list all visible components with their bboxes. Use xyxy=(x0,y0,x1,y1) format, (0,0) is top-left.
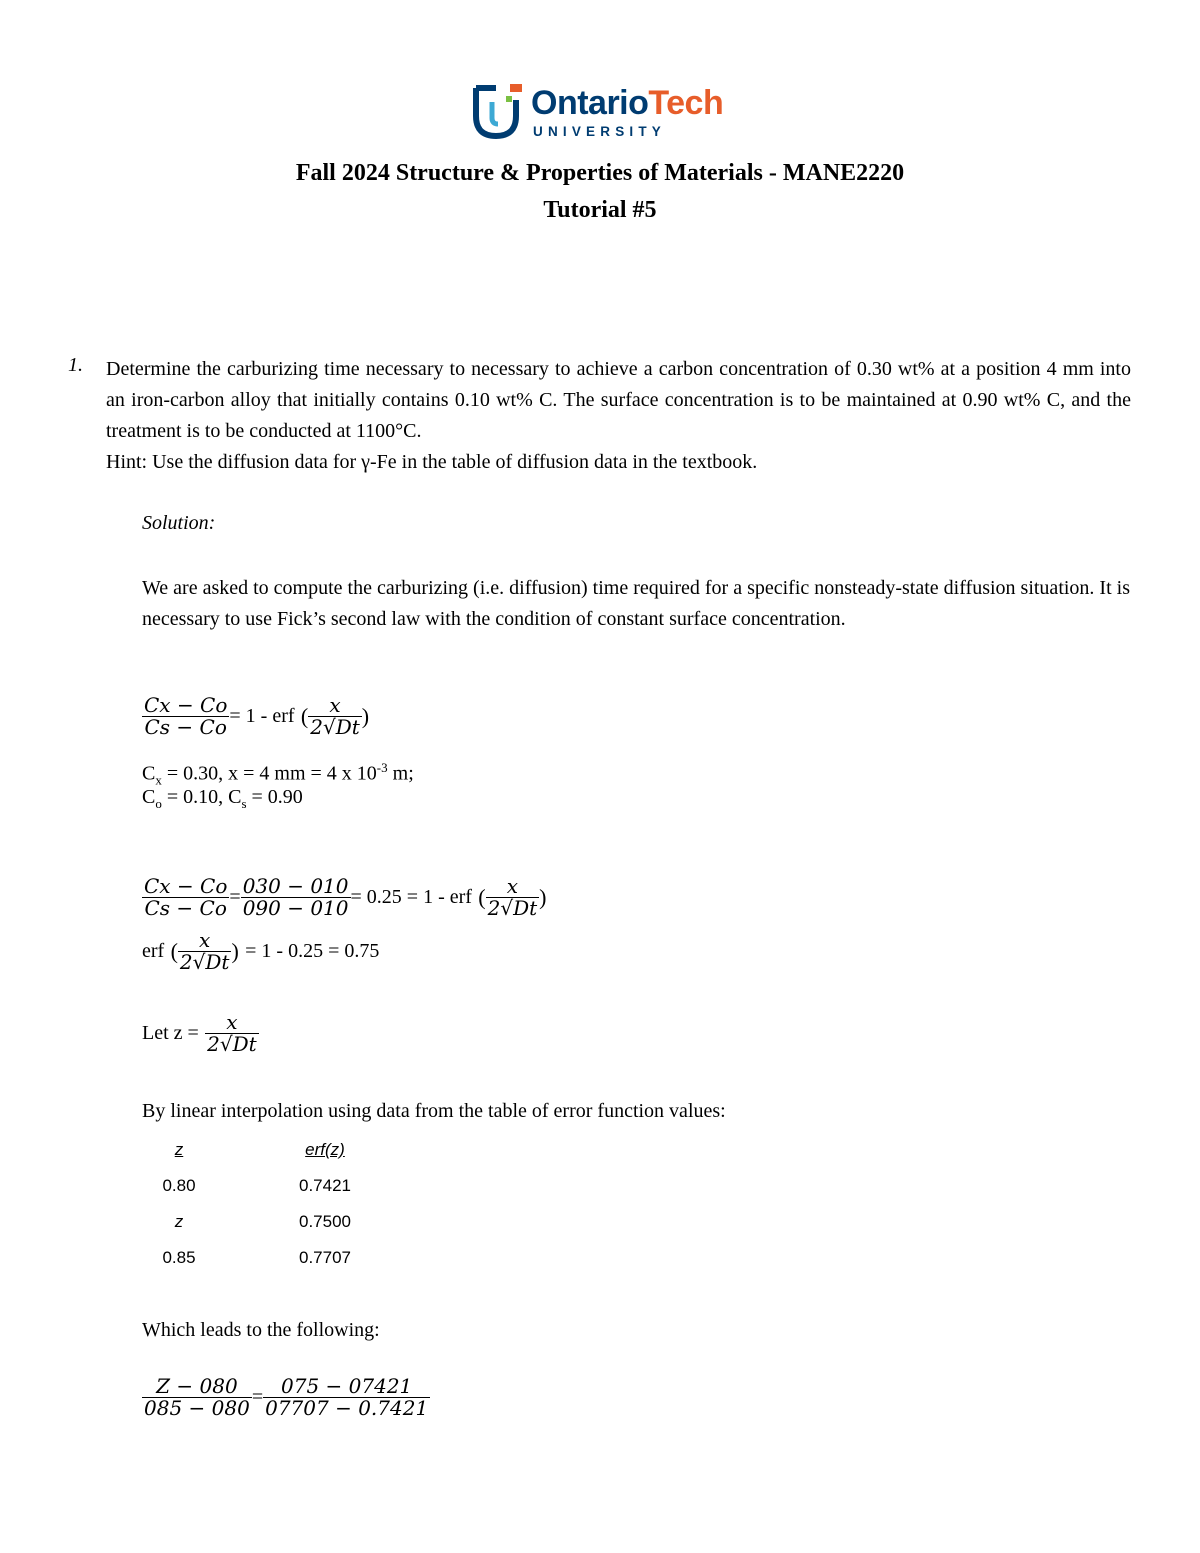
erf-table-header-z: z xyxy=(174,1140,184,1159)
equation-lhs-fraction: $\frac{Z - 080}{085 - 080}$ xyxy=(144,1374,250,1420)
table-row: 0.80 0.7421 xyxy=(162,1176,351,1195)
equation-arg-fraction: $\frac{x}{2√Dt}$ xyxy=(179,928,230,974)
university-logo xyxy=(470,80,750,142)
logo-wordmark: OntarioTech xyxy=(531,84,724,122)
erf-table-header-erf: erf(z) xyxy=(305,1140,345,1159)
equation-lhs-fraction: $\frac{Cx - Co}{Cs - Co}$ xyxy=(144,874,228,920)
given-values-2: $C_o = 0.10$, $C_s = 0.90$ xyxy=(142,786,303,811)
question-text xyxy=(106,354,1131,478)
equation-arg-fraction: $\frac{x}{2√Dt}$ xyxy=(487,874,538,920)
equation-arg-fraction: $\frac{x}{2√Dt}$ xyxy=(310,693,360,739)
page-title: Fall 2024 Structure & Properties of Materials - MANE2220 xyxy=(295,160,905,186)
equation-rhs-fraction: $\frac{075 - 07421}{07707 - 0.7421}$ xyxy=(265,1374,429,1420)
equation-lhs-fraction: $\frac{Cx - Co}{Cs - Co}$ xyxy=(144,693,228,739)
logo-mark-icon xyxy=(470,80,526,142)
solution-label: Solution: xyxy=(142,512,216,534)
solution-intro: We are asked to compute the carburizing (i.e. diffusion) time required for a specific nonsteady-state diffusion situation. It is necessary to use Fick’s second law with the condition of constant surface concentration. xyxy=(142,577,1130,630)
question-body: Determine the carburizing time necessary to necessary to achieve a carbon concentration of 0.30 wt% at a position 4 mm into an iron-carbon alloy that initially contains 0.10 wt% C. The surface concentration is to be maintained at 0.90 wt% C, and the treatment is to be conducted at 1100°C. xyxy=(106,358,1131,442)
given-values-1: $C_x = 0.30$, x = 4 mm = 4 x $10^{-3}$ m; xyxy=(142,760,414,788)
equation-values-fraction: $\frac{030 - 010}{090 - 010}$ xyxy=(242,874,349,920)
page-subtitle: Tutorial #5 xyxy=(543,197,657,223)
table-row: z 0.7500 xyxy=(174,1212,351,1231)
erf-table-header xyxy=(140,1140,400,1164)
leads-text: Which leads to the following: xyxy=(142,1319,380,1341)
equation-interpolation: $\frac{Z - 080}{085 - 080}$ = $\frac{075 - 07421}{07707 - 0.7421}$ xyxy=(144,1374,429,1420)
interpolation-text: By linear interpolation using data from the table of error function values: xyxy=(142,1100,726,1122)
table-row: 0.85 0.7707 xyxy=(162,1248,351,1267)
equation-ficks-law: $\frac{Cx - Co}{Cs - Co}$ = 1 - erf ( $\frac{x}{2√Dt}$ ) xyxy=(144,693,370,739)
question-hint: Hint: Use the diffusion data for γ-Fe in the table of diffusion data in the textbook. xyxy=(106,451,758,473)
equation-z-fraction: $\frac{x}{2√Dt}$ xyxy=(207,1010,257,1056)
equation-substitution: $\frac{Cx - Co}{Cs - Co}$ = $\frac{030 - 010}{090 - 010}$ = 0.25 = 1 - erf ( $\frac{x}{2√Dt}$ ) xyxy=(144,874,547,920)
logo-subtitle: UNIVERSITY xyxy=(533,124,667,139)
equation-let-z: Let z = $\frac{x}{2√Dt}$ xyxy=(142,1010,257,1056)
equation-erf-value: erf ( $\frac{x}{2√Dt}$ ) = 1 - 0.25 = 0.75 xyxy=(142,928,380,974)
question-number: 1. xyxy=(68,354,83,376)
